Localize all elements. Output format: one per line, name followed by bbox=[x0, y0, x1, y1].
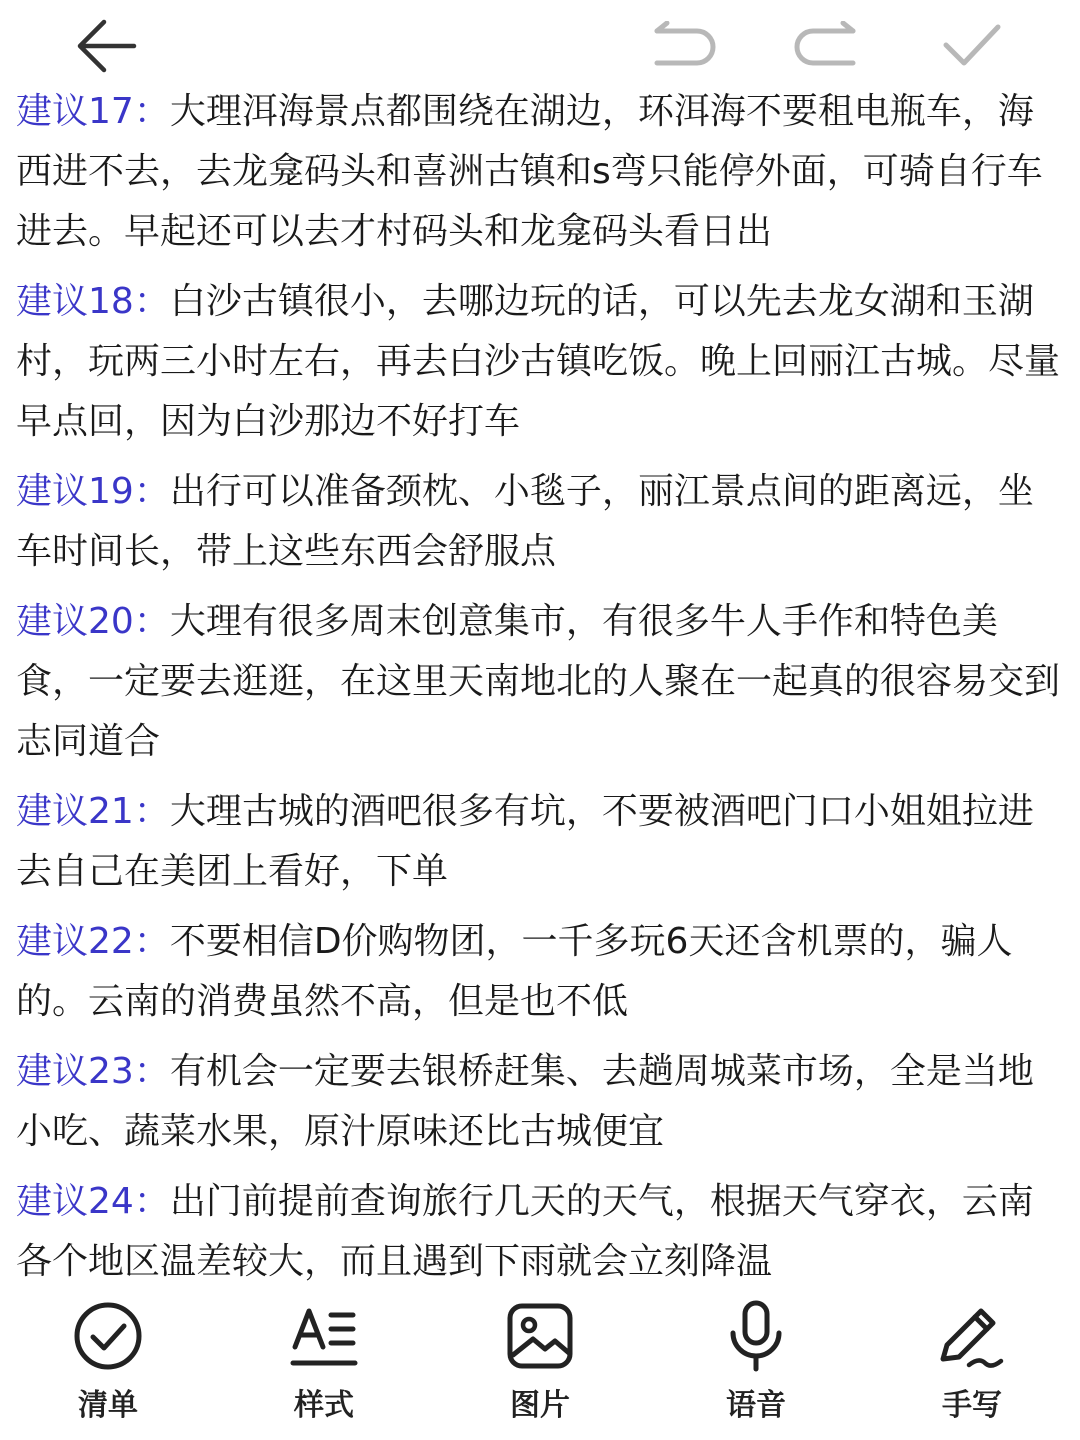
text-style-icon bbox=[289, 1301, 359, 1371]
tip-paragraph-21 bbox=[16, 782, 1066, 902]
checklist-icon bbox=[73, 1301, 143, 1371]
done-button[interactable] bbox=[936, 12, 1008, 80]
tip-paragraph-23 bbox=[16, 1042, 1066, 1162]
voice-label: 语音 bbox=[726, 1388, 786, 1423]
tip-tag: 建议19 bbox=[16, 471, 134, 512]
tip-paragraph-18 bbox=[16, 272, 1066, 452]
tip-paragraph-17 bbox=[16, 82, 1066, 262]
image-button[interactable] bbox=[470, 1298, 610, 1428]
image-label: 图片 bbox=[510, 1388, 570, 1423]
check-icon bbox=[940, 21, 1004, 71]
tip-separator: ： bbox=[133, 1181, 170, 1222]
tip-separator: ： bbox=[133, 471, 170, 512]
tip-separator: ： bbox=[133, 281, 170, 322]
tip-text: 大理洱海景点都围绕在湖边，环洱海不要租电瓶车，海西进不去，去龙龛码头和喜洲古镇和s弯只能停外面，可骑自行车进去。早起还可以去才村码头和龙龛码头看日出 bbox=[16, 91, 1043, 252]
checklist-label: 清单 bbox=[78, 1388, 138, 1423]
tip-tag: 建议21 bbox=[16, 791, 134, 832]
tip-separator: ： bbox=[133, 1051, 170, 1092]
tip-tag: 建议20 bbox=[16, 601, 134, 642]
redo-button[interactable] bbox=[790, 12, 862, 80]
tip-text: 有机会一定要去银桥赶集、去趟周城菜市场，全是当地小吃、蔬菜水果，原汁原味还比古城便宜 bbox=[16, 1051, 1034, 1152]
bottom-toolbar bbox=[0, 1290, 1080, 1440]
style-label: 样式 bbox=[294, 1388, 354, 1423]
tip-paragraph-19 bbox=[16, 462, 1066, 582]
handwriting-label: 手写 bbox=[942, 1388, 1002, 1423]
style-button[interactable] bbox=[254, 1298, 394, 1428]
checklist-button[interactable] bbox=[38, 1298, 178, 1428]
handwriting-button[interactable] bbox=[902, 1298, 1042, 1428]
tip-tag: 建议18 bbox=[16, 281, 134, 322]
tip-tag: 建议17 bbox=[16, 91, 134, 132]
tip-separator: ： bbox=[133, 921, 170, 962]
top-toolbar bbox=[0, 0, 1080, 90]
tip-text: 不要相信D价购物团，一千多玩6天还含机票的，骗人的。云南的消费虽然不高，但是也不低 bbox=[16, 921, 1013, 1022]
tip-text: 白沙古镇很小，去哪边玩的话，可以先去龙女湖和玉湖村，玩两三小时左右，再去白沙古镇吃饭。晚上回丽江古城。尽量早点回，因为白沙那边不好打车 bbox=[16, 281, 1061, 442]
note-body[interactable] bbox=[16, 82, 1066, 1302]
tip-text: 大理古城的酒吧很多有坑，不要被酒吧门口小姐姐拉进去自己在美团上看好，下单 bbox=[16, 791, 1034, 892]
tip-text: 出门前提前查询旅行几天的天气，根据天气穿衣，云南各个地区温差较大，而且遇到下雨就会立刻降温 bbox=[16, 1181, 1034, 1282]
pen-icon bbox=[935, 1299, 1009, 1373]
tip-text: 大理有很多周末创意集市，有很多牛人手作和特色美食，一定要去逛逛，在这里天南地北的人聚在一起真的很容易交到志同道合 bbox=[16, 601, 1061, 762]
tip-tag: 建议22 bbox=[16, 921, 134, 962]
tip-paragraph-22 bbox=[16, 912, 1066, 1032]
voice-button[interactable] bbox=[686, 1298, 826, 1428]
redo-icon bbox=[791, 21, 861, 71]
image-icon bbox=[505, 1301, 575, 1371]
tip-separator: ： bbox=[133, 91, 170, 132]
undo-button[interactable] bbox=[648, 12, 720, 80]
tip-separator: ： bbox=[133, 601, 170, 642]
tip-tag: 建议23 bbox=[16, 1051, 134, 1092]
tip-tag: 建议24 bbox=[16, 1181, 134, 1222]
arrow-left-icon bbox=[74, 16, 138, 76]
undo-icon bbox=[649, 21, 719, 71]
microphone-icon bbox=[721, 1299, 791, 1373]
tip-text: 出行可以准备颈枕、小毯子，丽江景点间的距离远，坐车时间长，带上这些东西会舒服点 bbox=[16, 471, 1034, 572]
back-button[interactable] bbox=[70, 12, 142, 80]
tip-separator: ： bbox=[133, 791, 170, 832]
tip-paragraph-24 bbox=[16, 1172, 1066, 1292]
tip-paragraph-20 bbox=[16, 592, 1066, 772]
